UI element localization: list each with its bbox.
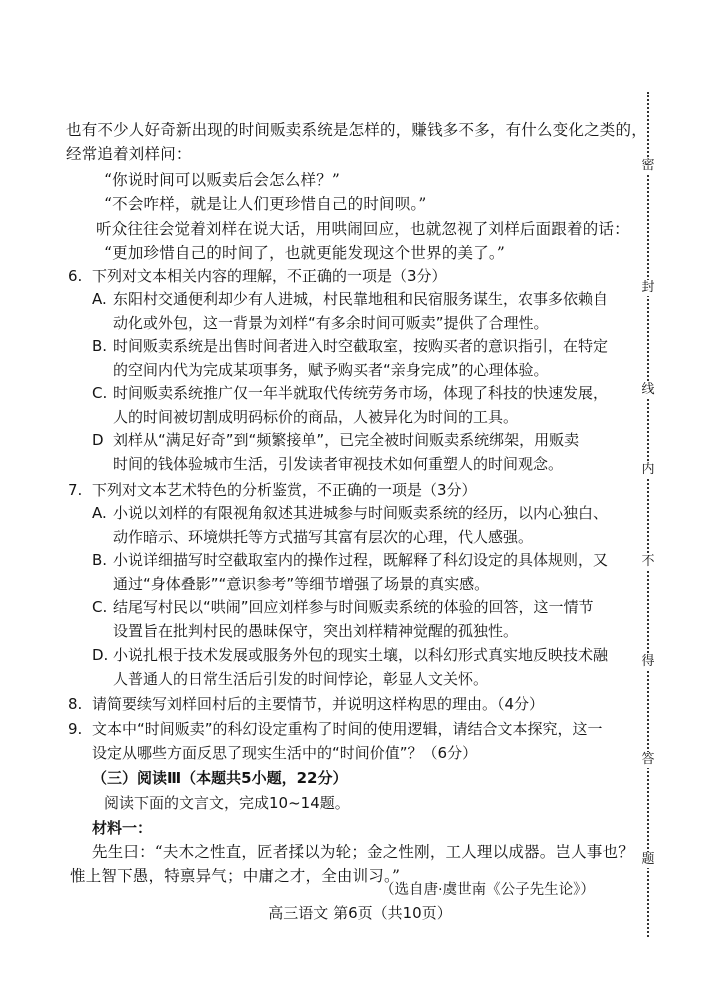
seal-char: 不 — [638, 554, 658, 570]
seal-dotted-line — [647, 92, 649, 937]
seal-char: 得 — [638, 654, 658, 670]
q7-option-a-line: 小说以刘样的有限视角叙述其进城参与时间贩卖系统的经历，以内心独白、 — [113, 504, 609, 522]
q7-option-c-label: C. — [92, 598, 108, 616]
seal-char: 线 — [638, 382, 658, 398]
q7-option-a-label: A. — [92, 504, 107, 522]
q6-option-b-line: 的空间内代为完成某项事务，赋予购买者“亲身完成”的心理体验。 — [113, 361, 549, 379]
passage-line: 经常追着刘样问： — [66, 145, 192, 163]
classical-text-line: 惟上智下愚，特禀异气；中庸之才，全由训习。” — [70, 867, 401, 885]
section3-instruction: 阅读下面的文言文，完成10~14题。 — [104, 794, 350, 812]
source-citation: （选自唐·虞世南《公子先生论》） — [380, 882, 595, 898]
q6-option-d-label: D — [92, 431, 104, 449]
q7-option-d-label: D. — [92, 646, 109, 664]
q7-number: 7. — [68, 481, 83, 499]
q8-number: 8. — [68, 695, 83, 713]
classical-text-line: 先生曰：“夫木之性直，匠者揉以为轮；金之性刚，工人理以成器。岂人事也？ — [92, 843, 634, 861]
seal-char: 题 — [638, 852, 658, 868]
q6-option-d-line: 时间的钱体验城市生活，引发读者审视技术如何重塑人的时间观念。 — [113, 455, 564, 473]
q9-line: 设定从哪些方面反思了现实生活中的“时间价值”？（6分） — [92, 744, 478, 762]
q6-option-c-line: 人的时间被切割成明码标价的商品，人被异化为时间的工具。 — [113, 408, 519, 426]
q6-option-a-line: 东阳村交通便利却少有人进城，村民靠地租和民宿服务谋生，农事多依赖自 — [113, 290, 609, 308]
q6-option-d-line: 刘样从“满足好奇”到“频繁接单”，已完全被时间贩卖系统绑架，用贩卖 — [113, 431, 580, 449]
page-footer: 高三语文 第6页（共10页） — [268, 904, 452, 922]
seal-char: 密 — [638, 158, 658, 174]
q6-stem: 下列对文本相关内容的理解，不正确的一项是（3分） — [92, 267, 447, 285]
passage-line: “你说时间可以贩卖后会怎么样？” — [104, 171, 341, 189]
q7-option-d-line: 人普通人的日常生活后引发的时间悖论，彰显人文关怀。 — [113, 670, 489, 688]
q6-option-c-label: C. — [92, 384, 108, 402]
q7-option-c-line: 结尾写村民以“哄闹”回应刘样参与时间贩卖系统的体验的回答，这一情节 — [113, 598, 594, 616]
material-label: 材料一： — [92, 819, 153, 837]
q6-number: 6. — [68, 267, 83, 285]
q7-stem: 下列对文本艺术特色的分析鉴赏，不正确的一项是（3分） — [92, 481, 477, 499]
q6-option-b-line: 时间贩卖系统是出售时间者进入时空截取室，按购买者的意识指引，在特定 — [113, 337, 609, 355]
q9-number: 9. — [68, 720, 83, 738]
passage-line: “不会咋样，就是让人们更珍惜自己的时间呗。” — [104, 195, 427, 213]
q7-option-c-line: 设置旨在批判村民的愚昧保守，突出刘样精神觉醒的孤独性。 — [113, 622, 519, 640]
q6-option-b-label: B. — [92, 337, 108, 355]
q7-option-b-label: B. — [92, 551, 108, 569]
passage-line: “更加珍惜自己的时间了，也就更能发现这个世界的美了。” — [104, 244, 505, 262]
passage-line: 也有不少人好奇新出现的时间贩卖系统是怎样的，赚钱多不多，有什么变化之类的， — [66, 121, 647, 139]
q7-option-b-line: 通过“身体叠影”“意识参考”等细节增强了场景的真实感。 — [113, 575, 490, 593]
q7-option-b-line: 小说详细描写时空截取室内的操作过程，既解释了科幻设定的具体规则，又 — [113, 551, 609, 569]
q7-option-d-line: 小说扎根于技术发展或服务外包的现实土壤，以科幻形式真实地反映技术融 — [113, 646, 609, 664]
q6-option-a-line: 动化或外包，这一背景为刘样“有多余时间可贩卖”提供了合理性。 — [113, 314, 549, 332]
q7-option-a-line: 动作暗示、环境烘托等方式描写其富有层次的心理，代人感强。 — [113, 528, 534, 546]
seal-char: 内 — [638, 462, 658, 478]
seal-char: 答 — [638, 752, 658, 768]
q6-option-c-line: 时间贩卖系统推广仅一年半就取代传统劳务市场，体现了科技的快速发展， — [113, 384, 609, 402]
passage-line: 听众往往会觉着刘样在说大话，用哄闹回应，也就忽视了刘样后面跟着的话： — [96, 220, 630, 238]
seal-line — [638, 92, 658, 937]
seal-char: 封 — [638, 280, 658, 296]
q8-text: 请简要续写刘样回村后的主要情节，并说明这样构思的理由。（4分） — [92, 695, 545, 713]
q6-option-a-label: A. — [92, 290, 107, 308]
q9-line: 文本中“时间贩卖”的科幻设定重构了时间的使用逻辑，请结合文本探究，这一 — [92, 720, 603, 738]
section3-heading: （三）阅读Ⅲ（本题共5小题，22分） — [92, 769, 348, 787]
